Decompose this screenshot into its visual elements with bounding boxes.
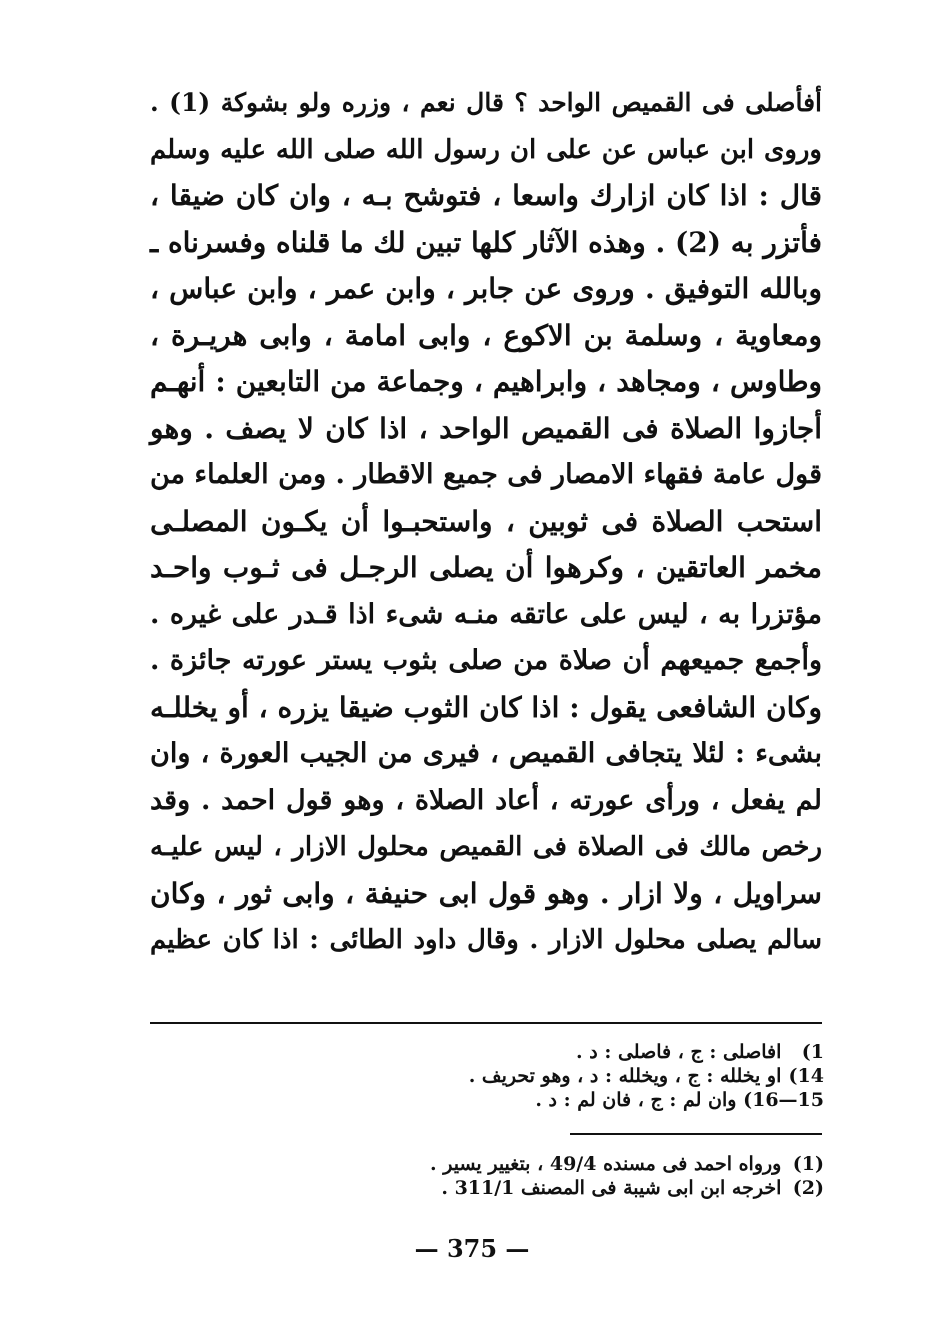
footnote-number: 1) [801,1041,824,1063]
page-number: — 375 — [414,1234,530,1263]
footnote-divider [150,1022,822,1024]
text-line: وطاوس ، ومجاهد ، وابراهيم ، وجماعة من التابعين : أنهـم [150,365,822,398]
footnote-number: (2) [792,1177,824,1199]
main-text [150,80,822,964]
footnote-divider-short [570,1133,822,1135]
text-line: وأجمع جميعهم أن صلاة من صلى بثوب يستر عورته جائزة . [150,645,822,676]
text-line: سالم يصلى محلول الازار . وقال داود الطائى : اذا كان عظيم [150,925,822,955]
text-line: قال : اذا كان ازارك واسعا ، فتوشح بـه ، وان كان ضيقا ، [150,179,822,212]
footnote-number: 15—16) [743,1089,824,1111]
footnote-item [469,1088,824,1112]
reference-footnotes [430,1152,824,1200]
text-line: وبالله التوفيق . وروى عن جابر ، وابن عمر ، وابن عباس ، [150,272,822,305]
text-line: وكان الشافعى يقول : اذا كان الثوب ضيقا يزره ، أو يخللـه [150,690,822,724]
text-line: ومعاوية ، وسلمة بن الاكوع ، وابى امامة ، وابى هريـرة ، [150,318,822,352]
text-line: قول عامة فقهاء الامصار فى جميع الاقطار . ومن العلماء من [150,459,822,490]
footnote-item [469,1040,824,1064]
footnote-text: افاصلى : ج ، فاصلى : د . [576,1041,782,1063]
footnote-item [469,1064,824,1088]
text-line: رخص مالك فى الصلاة فى القميص محلول الازار ، ليس عليـه [150,832,822,862]
text-line: لم يفعل ، ورأى عورته ، أعاد الصلاة ، وهو قول احمد . وقد [150,784,822,816]
footnote-text: اخرجه ابن ابى شيبة فى المصنف 311/1 . [441,1177,782,1199]
variant-footnotes [469,1040,824,1112]
footnote-number: 14) [788,1065,824,1087]
text-line: أجازوا الصلاة فى القميص الواحد ، اذا كان لا يصف . وهو [150,411,822,445]
footnote-item [430,1152,824,1176]
text-line: مؤتزرا به ، ليس على عاتقه منـه شىء اذا قـدر على غيره . [150,598,822,630]
footnote-text: او يخلله : ج ، ويخلله : د ، وهو تحريف . [468,1065,782,1087]
footnote-number: (1) [792,1153,824,1175]
text-line: وروى ابن عباس عن على ان رسول الله صلى الله عليه وسلم [150,134,822,165]
text-line: بشىء : لئلا يتجافى القميص ، فيرى من الجيب العورة ، وان [150,738,822,769]
footnote-text: وان لم : ج ، فان لم : د . [535,1089,737,1111]
footnote-item [430,1176,824,1200]
text-line: فأتزر به (2) . وهذه الآثار كلها تبين لك ما قلناه وفسرناه ـ [150,225,822,259]
text-line: استحب الصلاة فى ثوبين ، واستحبـوا أن يكـون المصلـى [150,504,822,538]
text-line: أفأصلى فى القميص الواحد ؟ قال نعم ، وزره ولو بشوكة (1) . [150,88,822,117]
text-line: سراويل ، ولا ازار . وهو قول ابى حنيفة ، وابى ثور ، وكان [150,876,822,910]
text-line: مخمر العاتقين ، وكرهوا أن يصلى الرجـل فى ثـوب واحـد [150,551,822,584]
footnote-text: ورواه احمد فى مسنده 49/4 ، بتغيير يسير . [430,1153,782,1175]
